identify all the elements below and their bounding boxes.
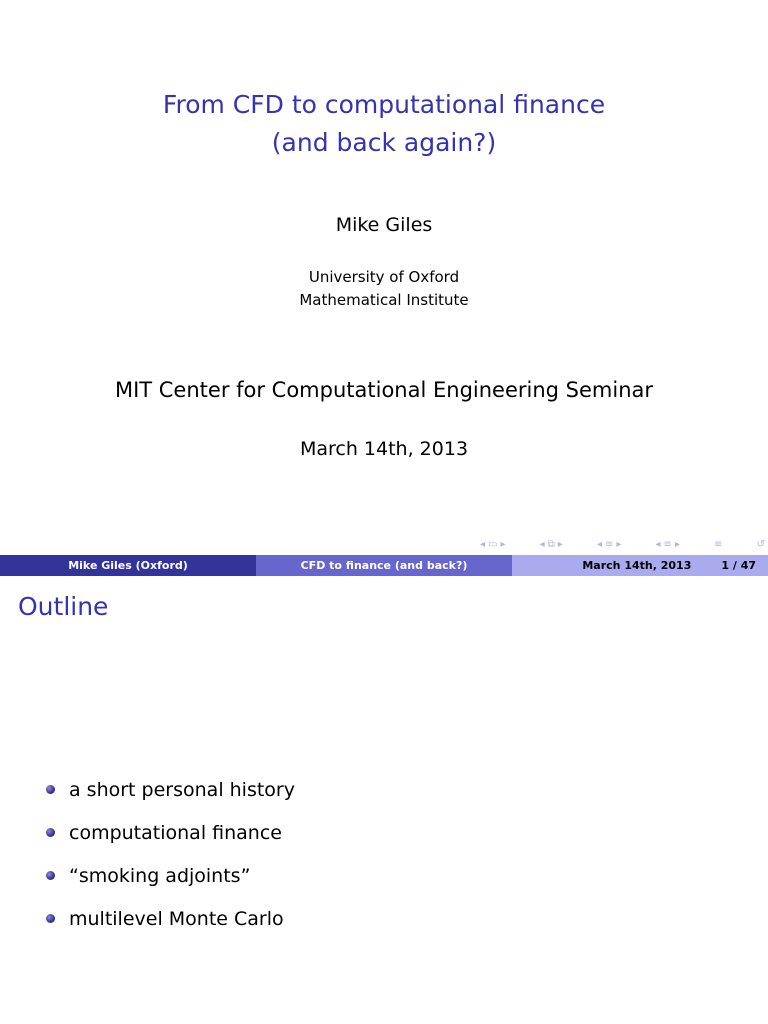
- list-item-text: a short personal history: [69, 778, 295, 801]
- list-item: [46, 854, 295, 897]
- title-line-2: (and back again?): [271, 128, 497, 157]
- list-item-text: “smoking adjoints”: [69, 864, 251, 887]
- presentation-title: [0, 86, 768, 162]
- institution-line-2: Mathematical Institute: [299, 291, 469, 309]
- nav-left-arrow-icon[interactable]: ◂: [539, 538, 545, 550]
- bullet-icon: [46, 914, 55, 923]
- footer-right: [512, 555, 768, 576]
- nav-right-arrow-icon[interactable]: ▸: [500, 538, 506, 550]
- bullet-icon: [46, 871, 55, 880]
- nav-right-arrow-icon[interactable]: ▸: [674, 538, 680, 550]
- frame-title: Outline: [18, 592, 109, 621]
- nav-frame-icon[interactable]: ▭: [488, 538, 498, 550]
- footer-title: CFD to finance (and back?): [256, 555, 512, 576]
- list-item: [46, 768, 295, 811]
- author-name: Mike Giles: [335, 214, 433, 236]
- nav-right-arrow-icon[interactable]: ▸: [557, 538, 563, 550]
- footer-bar: [0, 555, 768, 576]
- nav-left-arrow-icon[interactable]: ◂: [596, 538, 602, 550]
- nav-appendix-icon[interactable]: ≡: [714, 538, 723, 550]
- nav-left-arrow-icon[interactable]: ◂: [655, 538, 661, 550]
- nav-left-arrow-icon[interactable]: ◂: [480, 538, 486, 550]
- event-name: MIT Center for Computational Engineering Seminar: [114, 378, 654, 402]
- outline-slide: [0, 576, 768, 1024]
- bullet-icon: [46, 785, 55, 794]
- nav-subsection-icon[interactable]: ⧉: [547, 538, 555, 550]
- institution: [0, 266, 768, 312]
- nav-frame-group[interactable]: [480, 539, 506, 550]
- nav-section-icon[interactable]: ≡: [604, 538, 614, 550]
- title-line-1: From CFD to computational finance: [162, 90, 606, 119]
- list-item-text: multilevel Monte Carlo: [69, 907, 284, 930]
- institution-line-1: University of Oxford: [308, 268, 460, 286]
- nav-search-icon[interactable]: ↺: [756, 538, 765, 550]
- nav-section-group[interactable]: [597, 539, 621, 550]
- footer-date: March 14th, 2013: [582, 559, 692, 572]
- beamer-navigation[interactable]: [480, 537, 765, 551]
- list-item: [46, 811, 295, 854]
- nav-doc-icon[interactable]: ≡: [663, 538, 672, 550]
- bullet-icon: [46, 828, 55, 837]
- list-item: [46, 897, 295, 940]
- outline-list: [46, 768, 295, 940]
- footer-author: Mike Giles (Oxford): [0, 555, 256, 576]
- nav-right-arrow-icon[interactable]: ▸: [616, 538, 622, 550]
- nav-subsection-group[interactable]: [540, 539, 563, 550]
- presentation-date: March 14th, 2013: [299, 438, 469, 460]
- footer-page-number: 1 / 47: [721, 559, 756, 572]
- nav-doc-group[interactable]: [656, 539, 680, 550]
- list-item-text: computational finance: [69, 821, 282, 844]
